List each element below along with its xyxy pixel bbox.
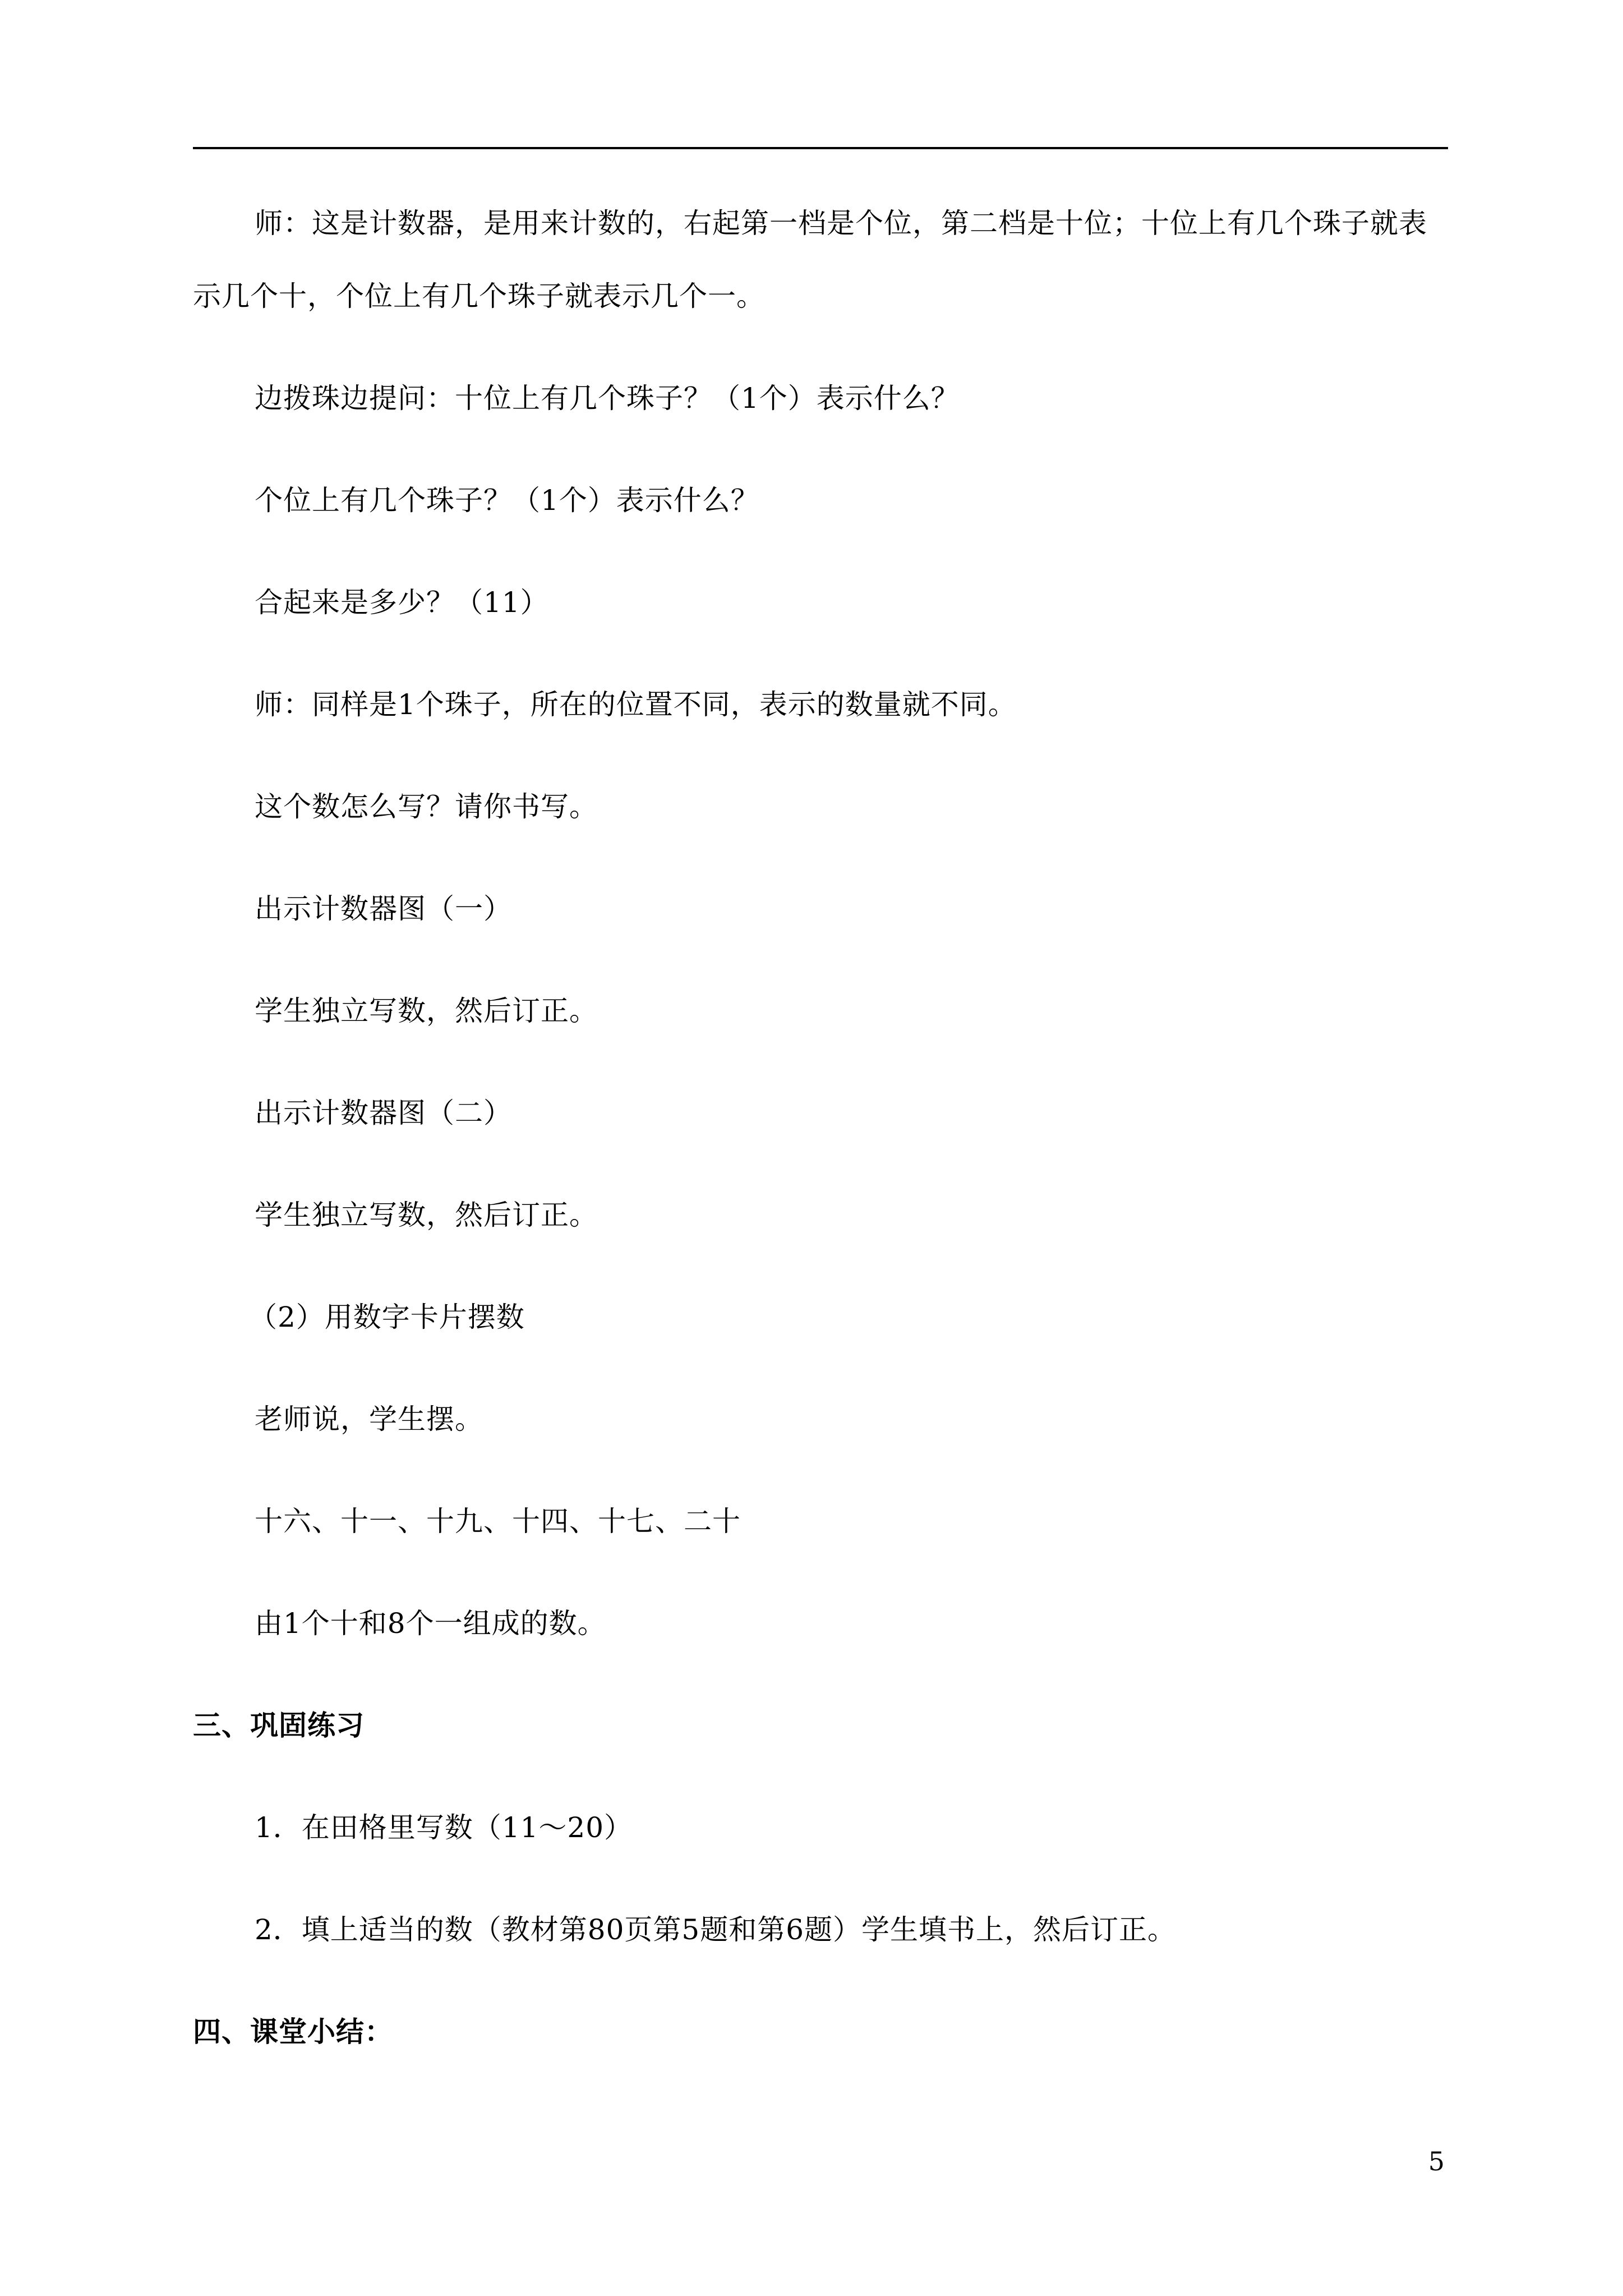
paragraph-line: 出示计数器图（一） xyxy=(255,892,512,925)
paragraph-line: 师：同样是1个珠子，所在的位置不同，表示的数量就不同。 xyxy=(255,688,1017,721)
header-rule xyxy=(193,147,1448,149)
paragraph-line: 这个数怎么写？请你书写。 xyxy=(255,790,598,823)
page-number: 5 xyxy=(1428,2146,1445,2177)
section-heading-summary: 四、课堂小结： xyxy=(193,2015,393,2048)
paragraph-line: 由1个十和8个一组成的数。 xyxy=(255,1607,606,1640)
paragraph-line: 边拨珠边提问：十位上有几个珠子？（1个）表示什么？ xyxy=(255,382,960,415)
paragraph-line: 出示计数器图（二） xyxy=(255,1097,512,1129)
paragraph-line: 老师说，学生摆。 xyxy=(255,1403,483,1435)
paragraph-line: 合起来是多少？（11） xyxy=(255,586,549,619)
paragraph-line: 示几个十，个位上有几个珠子就表示几个一。 xyxy=(193,280,765,312)
paragraph-line: （2）用数字卡片摆数 xyxy=(249,1301,525,1333)
paragraph-line: 师：这是计数器，是用来计数的，右起第一档是个位，第二档是十位；十位上有几个珠子就表 xyxy=(255,207,1427,240)
section-heading-practice: 三、巩固练习 xyxy=(193,1709,365,1742)
practice-item: 1．在田格里写数（11～20） xyxy=(255,1811,633,1844)
paragraph-line: 个位上有几个珠子？（1个）表示什么？ xyxy=(255,484,759,517)
paragraph-line: 学生独立写数，然后订正。 xyxy=(255,1199,598,1231)
practice-item: 2．填上适当的数（教材第80页第5题和第6题）学生填书上，然后订正。 xyxy=(255,1913,1177,1946)
paragraph-line: 学生独立写数，然后订正。 xyxy=(255,995,598,1027)
paragraph-line: 十六、十一、十九、十四、十七、二十 xyxy=(255,1505,741,1538)
